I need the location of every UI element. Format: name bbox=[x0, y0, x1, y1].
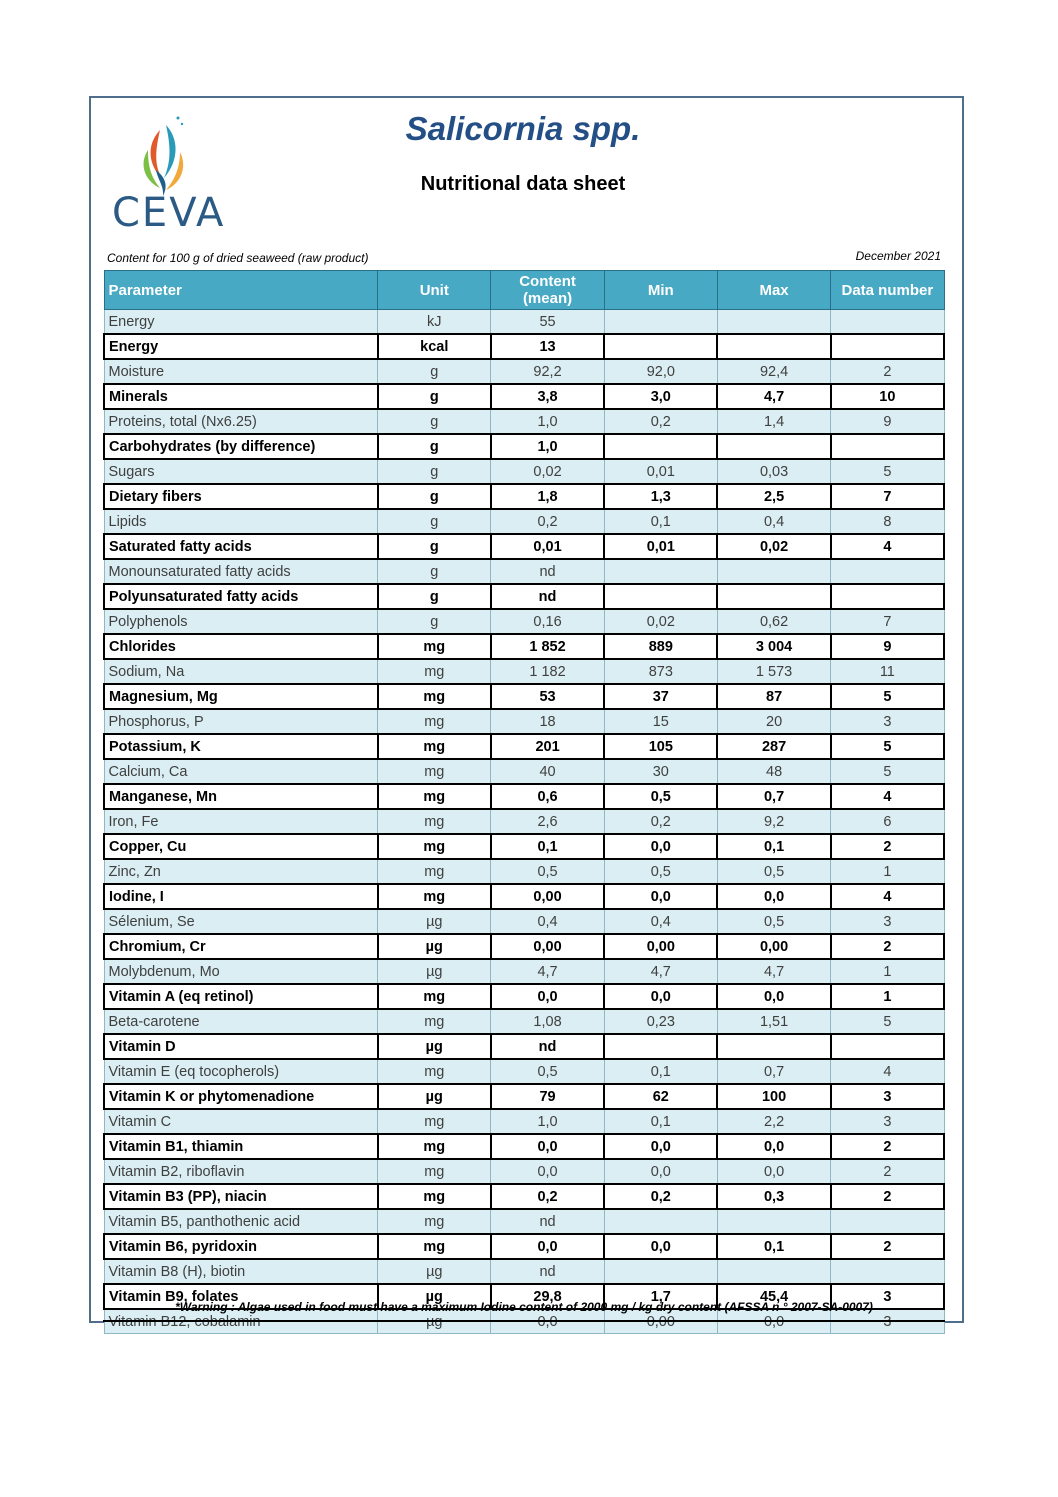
table-row bbox=[104, 609, 944, 634]
max-cell: 0,0 bbox=[717, 1159, 830, 1184]
table-body bbox=[104, 310, 944, 1334]
content-cell: 0,0 bbox=[491, 1159, 604, 1184]
logo-text: CEVA bbox=[112, 190, 226, 236]
parameter-cell: Vitamin K or phytomenadione bbox=[104, 1084, 378, 1109]
table-row bbox=[104, 634, 944, 659]
unit-cell: mg bbox=[378, 1009, 491, 1034]
parameter-cell: Vitamin B9, folates bbox=[104, 1284, 378, 1309]
data-number-cell: 2 bbox=[831, 1134, 944, 1159]
unit-cell: g bbox=[378, 509, 491, 534]
data-number-cell: 7 bbox=[831, 609, 944, 634]
unit-cell: µg bbox=[378, 1034, 491, 1059]
content-cell: 1,0 bbox=[491, 409, 604, 434]
min-cell: 0,1 bbox=[604, 509, 717, 534]
min-cell: 105 bbox=[604, 734, 717, 759]
max-cell: 100 bbox=[717, 1084, 830, 1109]
data-number-cell: 6 bbox=[831, 809, 944, 834]
parameter-cell: Proteins, total (Nx6.25) bbox=[104, 409, 378, 434]
table-row bbox=[104, 359, 944, 384]
table-row bbox=[104, 809, 944, 834]
max-cell: 0,03 bbox=[717, 459, 830, 484]
content-cell: 0,4 bbox=[491, 909, 604, 934]
unit-cell: mg bbox=[378, 809, 491, 834]
data-number-cell: 7 bbox=[831, 484, 944, 509]
content-cell: 0,2 bbox=[491, 509, 604, 534]
unit-cell: mg bbox=[378, 1234, 491, 1259]
min-cell: 0,5 bbox=[604, 784, 717, 809]
unit-cell: mg bbox=[378, 784, 491, 809]
table-row bbox=[104, 1159, 944, 1184]
table-row bbox=[104, 334, 944, 359]
unit-cell: mg bbox=[378, 1134, 491, 1159]
unit-cell: µg bbox=[378, 1284, 491, 1309]
min-cell: 0,4 bbox=[604, 909, 717, 934]
parameter-cell: Potassium, K bbox=[104, 734, 378, 759]
table-row bbox=[104, 709, 944, 734]
max-cell: 48 bbox=[717, 759, 830, 784]
min-cell: 0,23 bbox=[604, 1009, 717, 1034]
data-number-cell bbox=[831, 434, 944, 459]
parameter-cell: Vitamin B2, riboflavin bbox=[104, 1159, 378, 1184]
min-cell: 0,5 bbox=[604, 859, 717, 884]
content-cell: 1,08 bbox=[491, 1009, 604, 1034]
iodine-warning: *Warning : Algae used in food must have a maximum Iodine content of 2000 mg / kg dry content (AFSSA n ° 2007-SA-0007) bbox=[175, 1300, 873, 1314]
min-cell bbox=[604, 334, 717, 359]
content-cell: 0,1 bbox=[491, 834, 604, 859]
data-number-cell bbox=[831, 334, 944, 359]
content-cell: nd bbox=[491, 559, 604, 584]
column-header-parameter: Parameter bbox=[104, 271, 378, 310]
max-cell: 0,1 bbox=[717, 834, 830, 859]
parameter-cell: Saturated fatty acids bbox=[104, 534, 378, 559]
parameter-cell: Monounsaturated fatty acids bbox=[104, 559, 378, 584]
parameter-cell: Energy bbox=[104, 334, 378, 359]
max-cell bbox=[717, 334, 830, 359]
data-number-cell: 2 bbox=[831, 1234, 944, 1259]
parameter-cell: Vitamin B1, thiamin bbox=[104, 1134, 378, 1159]
content-cell: 0,6 bbox=[491, 784, 604, 809]
column-header-min: Min bbox=[604, 271, 717, 310]
max-cell: 0,0 bbox=[717, 884, 830, 909]
data-number-cell: 1 bbox=[831, 859, 944, 884]
table-header-row bbox=[104, 271, 944, 310]
unit-cell: mg bbox=[378, 634, 491, 659]
content-cell: nd bbox=[491, 584, 604, 609]
max-cell: 0,5 bbox=[717, 859, 830, 884]
max-cell: 0,62 bbox=[717, 609, 830, 634]
parameter-cell: Energy bbox=[104, 310, 378, 335]
parameter-cell: Polyphenols bbox=[104, 609, 378, 634]
table-row bbox=[104, 659, 944, 684]
table-row bbox=[104, 310, 944, 335]
content-note: Content for 100 g of dried seaweed (raw product) bbox=[107, 251, 369, 265]
parameter-cell: Lipids bbox=[104, 509, 378, 534]
unit-cell: mg bbox=[378, 1159, 491, 1184]
data-number-cell: 3 bbox=[831, 1109, 944, 1134]
table-row bbox=[104, 559, 944, 584]
content-cell: 0,16 bbox=[491, 609, 604, 634]
column-header-content: Content (mean) bbox=[491, 271, 604, 310]
max-cell: 0,7 bbox=[717, 784, 830, 809]
parameter-cell: Vitamin B5, panthothenic acid bbox=[104, 1209, 378, 1234]
max-cell: 20 bbox=[717, 709, 830, 734]
max-cell: 0,4 bbox=[717, 509, 830, 534]
content-cell: 29,8 bbox=[491, 1284, 604, 1309]
parameter-cell: Molybdenum, Mo bbox=[104, 959, 378, 984]
min-cell: 0,0 bbox=[604, 884, 717, 909]
parameter-cell: Copper, Cu bbox=[104, 834, 378, 859]
unit-cell: mg bbox=[378, 884, 491, 909]
data-number-cell bbox=[831, 584, 944, 609]
parameter-cell: Calcium, Ca bbox=[104, 759, 378, 784]
min-cell: 889 bbox=[604, 634, 717, 659]
data-number-cell: 4 bbox=[831, 784, 944, 809]
data-number-cell bbox=[831, 1209, 944, 1234]
max-cell: 0,3 bbox=[717, 1184, 830, 1209]
parameter-cell: Chlorides bbox=[104, 634, 378, 659]
max-cell: 4,7 bbox=[717, 959, 830, 984]
data-number-cell: 3 bbox=[831, 909, 944, 934]
bottom-divider bbox=[103, 1320, 945, 1322]
parameter-cell: Minerals bbox=[104, 384, 378, 409]
parameter-cell: Iron, Fe bbox=[104, 809, 378, 834]
content-cell: 18 bbox=[491, 709, 604, 734]
data-number-cell: 10 bbox=[831, 384, 944, 409]
data-number-cell: 11 bbox=[831, 659, 944, 684]
unit-cell: mg bbox=[378, 1109, 491, 1134]
parameter-cell: Sodium, Na bbox=[104, 659, 378, 684]
min-cell bbox=[604, 1034, 717, 1059]
parameter-cell: Manganese, Mn bbox=[104, 784, 378, 809]
min-cell: 0,2 bbox=[604, 809, 717, 834]
min-cell: 15 bbox=[604, 709, 717, 734]
unit-cell: µg bbox=[378, 1259, 491, 1284]
unit-cell: µg bbox=[378, 909, 491, 934]
max-cell: 92,4 bbox=[717, 359, 830, 384]
content-cell: 55 bbox=[491, 310, 604, 335]
table-row bbox=[104, 884, 944, 909]
data-number-cell: 1 bbox=[831, 959, 944, 984]
unit-cell: µg bbox=[378, 1084, 491, 1109]
unit-cell: mg bbox=[378, 684, 491, 709]
data-number-cell: 3 bbox=[831, 1084, 944, 1109]
min-cell: 3,0 bbox=[604, 384, 717, 409]
min-cell bbox=[604, 310, 717, 335]
parameter-cell: Vitamin E (eq tocopherols) bbox=[104, 1059, 378, 1084]
min-cell: 0,0 bbox=[604, 1134, 717, 1159]
table-row bbox=[104, 1234, 944, 1259]
max-cell: 0,00 bbox=[717, 934, 830, 959]
unit-cell: mg bbox=[378, 859, 491, 884]
data-number-cell: 4 bbox=[831, 884, 944, 909]
data-number-cell: 5 bbox=[831, 759, 944, 784]
min-cell: 1,7 bbox=[604, 1284, 717, 1309]
min-cell bbox=[604, 584, 717, 609]
table-row bbox=[104, 484, 944, 509]
unit-cell: g bbox=[378, 434, 491, 459]
content-cell: 4,7 bbox=[491, 959, 604, 984]
content-cell: 79 bbox=[491, 1084, 604, 1109]
max-cell bbox=[717, 1034, 830, 1059]
unit-cell: kJ bbox=[378, 310, 491, 335]
table-row bbox=[104, 1109, 944, 1134]
table-row bbox=[104, 1059, 944, 1084]
max-cell: 9,2 bbox=[717, 809, 830, 834]
min-cell: 4,7 bbox=[604, 959, 717, 984]
parameter-cell: Vitamin B8 (H), biotin bbox=[104, 1259, 378, 1284]
content-cell: 3,8 bbox=[491, 384, 604, 409]
parameter-cell: Vitamin D bbox=[104, 1034, 378, 1059]
min-cell: 0,1 bbox=[604, 1109, 717, 1134]
page-title: Salicornia spp. bbox=[405, 110, 641, 147]
min-cell: 30 bbox=[604, 759, 717, 784]
min-cell bbox=[604, 559, 717, 584]
min-cell: 0,2 bbox=[604, 1184, 717, 1209]
content-cell: 0,0 bbox=[491, 984, 604, 1009]
content-cell: 0,02 bbox=[491, 459, 604, 484]
max-cell: 4,7 bbox=[717, 384, 830, 409]
table-row bbox=[104, 1259, 944, 1284]
data-number-cell: 9 bbox=[831, 409, 944, 434]
table-row bbox=[104, 434, 944, 459]
data-number-cell: 9 bbox=[831, 634, 944, 659]
content-cell: 1,0 bbox=[491, 1109, 604, 1134]
min-cell: 0,01 bbox=[604, 534, 717, 559]
content-cell: 1 852 bbox=[491, 634, 604, 659]
min-cell: 0,0 bbox=[604, 984, 717, 1009]
max-cell: 287 bbox=[717, 734, 830, 759]
unit-cell: µg bbox=[378, 934, 491, 959]
parameter-cell: Vitamin B6, pyridoxin bbox=[104, 1234, 378, 1259]
content-cell: 0,2 bbox=[491, 1184, 604, 1209]
parameter-cell: Magnesium, Mg bbox=[104, 684, 378, 709]
max-cell: 0,0 bbox=[717, 984, 830, 1009]
table-row bbox=[104, 384, 944, 409]
unit-cell: mg bbox=[378, 834, 491, 859]
max-cell: 87 bbox=[717, 684, 830, 709]
max-cell bbox=[717, 584, 830, 609]
min-cell: 0,02 bbox=[604, 609, 717, 634]
data-number-cell bbox=[831, 1034, 944, 1059]
unit-cell: g bbox=[378, 534, 491, 559]
page-subtitle: Nutritional data sheet bbox=[420, 173, 626, 195]
data-number-cell: 2 bbox=[831, 1184, 944, 1209]
table-row bbox=[104, 684, 944, 709]
content-cell: 1 182 bbox=[491, 659, 604, 684]
content-cell: nd bbox=[491, 1209, 604, 1234]
min-cell: 62 bbox=[604, 1084, 717, 1109]
parameter-cell: Beta-carotene bbox=[104, 1009, 378, 1034]
table-row bbox=[104, 409, 944, 434]
max-cell: 1 573 bbox=[717, 659, 830, 684]
nutrition-table bbox=[103, 270, 945, 1334]
unit-cell: mg bbox=[378, 1059, 491, 1084]
date-note: December 2021 bbox=[855, 249, 941, 263]
max-cell: 1,51 bbox=[717, 1009, 830, 1034]
data-number-cell bbox=[831, 559, 944, 584]
max-cell bbox=[717, 434, 830, 459]
parameter-cell: Sélenium, Se bbox=[104, 909, 378, 934]
unit-cell: g bbox=[378, 409, 491, 434]
data-number-cell: 3 bbox=[831, 709, 944, 734]
unit-cell: g bbox=[378, 609, 491, 634]
table-row bbox=[104, 759, 944, 784]
data-number-cell bbox=[831, 310, 944, 335]
min-cell: 0,2 bbox=[604, 409, 717, 434]
table-row bbox=[104, 509, 944, 534]
min-cell: 0,00 bbox=[604, 934, 717, 959]
max-cell bbox=[717, 1209, 830, 1234]
min-cell bbox=[604, 1209, 717, 1234]
content-cell: 0,5 bbox=[491, 1059, 604, 1084]
content-cell: 1,8 bbox=[491, 484, 604, 509]
unit-cell: µg bbox=[378, 959, 491, 984]
min-cell: 92,0 bbox=[604, 359, 717, 384]
parameter-cell: Moisture bbox=[104, 359, 378, 384]
max-cell: 0,5 bbox=[717, 909, 830, 934]
content-cell: 0,0 bbox=[491, 1234, 604, 1259]
table-row bbox=[104, 984, 944, 1009]
table-row bbox=[104, 959, 944, 984]
table-row bbox=[104, 1209, 944, 1234]
content-cell: nd bbox=[491, 1259, 604, 1284]
content-cell: 0,00 bbox=[491, 934, 604, 959]
data-number-cell: 4 bbox=[831, 1059, 944, 1084]
min-cell: 0,1 bbox=[604, 1059, 717, 1084]
min-cell: 0,0 bbox=[604, 1234, 717, 1259]
parameter-cell: Phosphorus, P bbox=[104, 709, 378, 734]
unit-cell: mg bbox=[378, 759, 491, 784]
data-number-cell: 3 bbox=[831, 1284, 944, 1309]
data-number-cell: 2 bbox=[831, 359, 944, 384]
data-number-cell: 1 bbox=[831, 984, 944, 1009]
content-cell: 0,00 bbox=[491, 884, 604, 909]
content-cell: 0,5 bbox=[491, 859, 604, 884]
unit-cell: g bbox=[378, 559, 491, 584]
data-number-cell: 5 bbox=[831, 459, 944, 484]
max-cell: 0,02 bbox=[717, 534, 830, 559]
table-row bbox=[104, 734, 944, 759]
unit-cell: mg bbox=[378, 709, 491, 734]
max-cell bbox=[717, 1259, 830, 1284]
unit-cell: mg bbox=[378, 1209, 491, 1234]
data-number-cell: 5 bbox=[831, 684, 944, 709]
unit-cell: mg bbox=[378, 659, 491, 684]
parameter-cell: Zinc, Zn bbox=[104, 859, 378, 884]
content-cell: 1,0 bbox=[491, 434, 604, 459]
table-row bbox=[104, 859, 944, 884]
parameter-cell: Polyunsaturated fatty acids bbox=[104, 584, 378, 609]
data-number-cell: 4 bbox=[831, 534, 944, 559]
content-cell: nd bbox=[491, 1034, 604, 1059]
min-cell bbox=[604, 1259, 717, 1284]
min-cell: 0,0 bbox=[604, 834, 717, 859]
content-cell: 201 bbox=[491, 734, 604, 759]
data-number-cell: 2 bbox=[831, 1159, 944, 1184]
max-cell: 1,4 bbox=[717, 409, 830, 434]
data-number-cell: 2 bbox=[831, 834, 944, 859]
max-cell: 0,0 bbox=[717, 1134, 830, 1159]
max-cell: 0,7 bbox=[717, 1059, 830, 1084]
unit-cell: g bbox=[378, 459, 491, 484]
min-cell: 0,01 bbox=[604, 459, 717, 484]
min-cell: 1,3 bbox=[604, 484, 717, 509]
unit-cell: mg bbox=[378, 984, 491, 1009]
content-cell: 2,6 bbox=[491, 809, 604, 834]
max-cell: 3 004 bbox=[717, 634, 830, 659]
table-row bbox=[104, 534, 944, 559]
table-row bbox=[104, 459, 944, 484]
unit-cell: g bbox=[378, 359, 491, 384]
unit-cell: kcal bbox=[378, 334, 491, 359]
max-cell bbox=[717, 559, 830, 584]
data-number-cell: 8 bbox=[831, 509, 944, 534]
unit-cell: g bbox=[378, 484, 491, 509]
table-row bbox=[104, 934, 944, 959]
parameter-cell: Iodine, I bbox=[104, 884, 378, 909]
content-cell: 0,01 bbox=[491, 534, 604, 559]
content-cell: 13 bbox=[491, 334, 604, 359]
column-header-max: Max bbox=[717, 271, 830, 310]
parameter-cell: Vitamin C bbox=[104, 1109, 378, 1134]
data-number-cell: 5 bbox=[831, 1009, 944, 1034]
table-row bbox=[104, 584, 944, 609]
unit-cell: g bbox=[378, 584, 491, 609]
parameter-cell: Carbohydrates (by difference) bbox=[104, 434, 378, 459]
table-row bbox=[104, 1034, 944, 1059]
max-cell bbox=[717, 310, 830, 335]
parameter-cell: Vitamin B3 (PP), niacin bbox=[104, 1184, 378, 1209]
table-row bbox=[104, 1009, 944, 1034]
column-header-data-number: Data number bbox=[831, 271, 944, 310]
max-cell: 2,5 bbox=[717, 484, 830, 509]
table-row bbox=[104, 1084, 944, 1109]
unit-cell: g bbox=[378, 384, 491, 409]
parameter-cell: Chromium, Cr bbox=[104, 934, 378, 959]
max-cell: 2,2 bbox=[717, 1109, 830, 1134]
content-cell: 92,2 bbox=[491, 359, 604, 384]
data-number-cell: 2 bbox=[831, 934, 944, 959]
table-row bbox=[104, 1184, 944, 1209]
content-cell: 40 bbox=[491, 759, 604, 784]
data-number-cell bbox=[831, 1259, 944, 1284]
parameter-cell: Dietary fibers bbox=[104, 484, 378, 509]
min-cell: 37 bbox=[604, 684, 717, 709]
parameter-cell: Vitamin A (eq retinol) bbox=[104, 984, 378, 1009]
unit-cell: mg bbox=[378, 1184, 491, 1209]
min-cell bbox=[604, 434, 717, 459]
unit-cell: mg bbox=[378, 734, 491, 759]
content-cell: 0,0 bbox=[491, 1134, 604, 1159]
table-row bbox=[104, 784, 944, 809]
max-cell: 45,4 bbox=[717, 1284, 830, 1309]
min-cell: 0,0 bbox=[604, 1159, 717, 1184]
min-cell: 873 bbox=[604, 659, 717, 684]
table-row bbox=[104, 834, 944, 859]
data-number-cell: 5 bbox=[831, 734, 944, 759]
table-row bbox=[104, 909, 944, 934]
content-cell: 53 bbox=[491, 684, 604, 709]
table-row bbox=[104, 1134, 944, 1159]
column-header-unit: Unit bbox=[378, 271, 491, 310]
parameter-cell: Sugars bbox=[104, 459, 378, 484]
max-cell: 0,1 bbox=[717, 1234, 830, 1259]
